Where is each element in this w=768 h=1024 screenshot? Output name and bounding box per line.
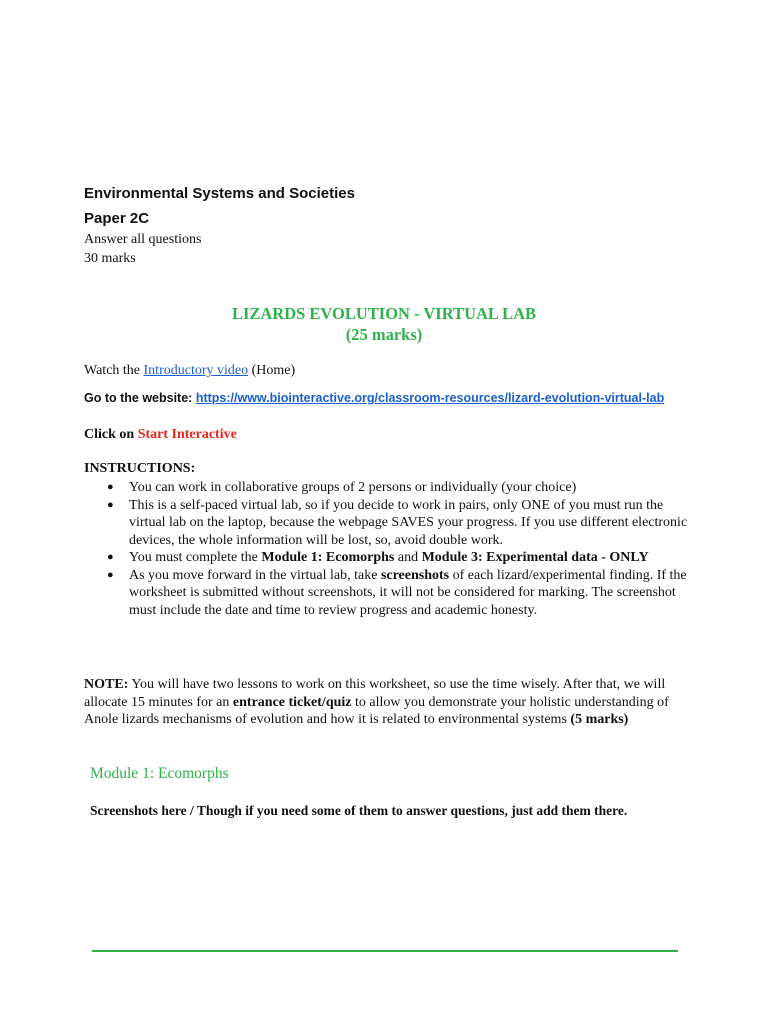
list-item: ● You must complete the Module 1: Ecomorphs and Module 3: Experimental data - ONLY (107, 550, 649, 565)
click-prefix: Click on (84, 427, 135, 442)
website-prefix: Go to the website: (84, 391, 193, 405)
watch-suffix: (Home) (251, 363, 296, 378)
module-1-heading: Module 1: Ecomorphs (90, 765, 229, 782)
watch-prefix: Watch the (84, 363, 141, 378)
list-item: ● This is a self-paced virtual lab, so if you decide to work in pairs, only ONE of you must run the virtual lab on the laptop, because the webpage SAVES your progress. If you use different electronic devices, the whole information will be lost, so, avoid double work. (107, 497, 688, 548)
start-interactive-text: Start Interactive (137, 427, 237, 442)
answer-all-text: Answer all questions (84, 232, 202, 247)
note-label: NOTE: (84, 677, 129, 692)
list-item: ● As you move forward in the virtual lab, take screenshots of each lizard/experimental finding. If the worksheet is submitted without screenshots, it will not be considered for marking. The screenshot must include the date and time to review progress and academic honesty. (107, 567, 687, 618)
instructions-list (84, 479, 694, 619)
bullet-icon: ● (107, 481, 114, 493)
website-line (84, 391, 664, 405)
introductory-video-link[interactable]: Introductory video (143, 363, 249, 378)
click-line (84, 427, 237, 443)
bullet-icon: ● (107, 498, 114, 511)
note-paragraph: NOTE: You will have two lessons to work on this worksheet, so use the time wisely. After that, we will allocate 15 minutes for an entrance ticket/quiz to allow you demonstrate your holistic understanding of Anole lizards mechanisms of evolution and how it is related to environmental systems (5 marks) (84, 677, 669, 727)
bullet-icon: ● (107, 551, 114, 563)
lab-marks: (25 marks) (345, 325, 423, 344)
watch-line (84, 363, 295, 379)
paper-label: Paper 2C (84, 210, 150, 227)
bullet-icon: ● (107, 568, 114, 581)
instructions-heading: INSTRUCTIONS: (84, 461, 196, 476)
total-marks-text: 30 marks (84, 251, 136, 266)
course-title: Environmental Systems and Societies (84, 185, 355, 202)
lab-title: LIZARDS EVOLUTION - VIRTUAL LAB (231, 304, 537, 323)
list-item: ● You can work in collaborative groups of 2 persons or individually (your choice) (107, 480, 577, 495)
website-link[interactable]: https://www.biointeractive.org/classroom-resources/lizard-evolution-virtual-lab (195, 391, 665, 405)
screenshots-instruction: Screenshots here / Though if you need some of them to answer questions, just add them there. (90, 803, 628, 818)
section-divider (92, 950, 678, 952)
